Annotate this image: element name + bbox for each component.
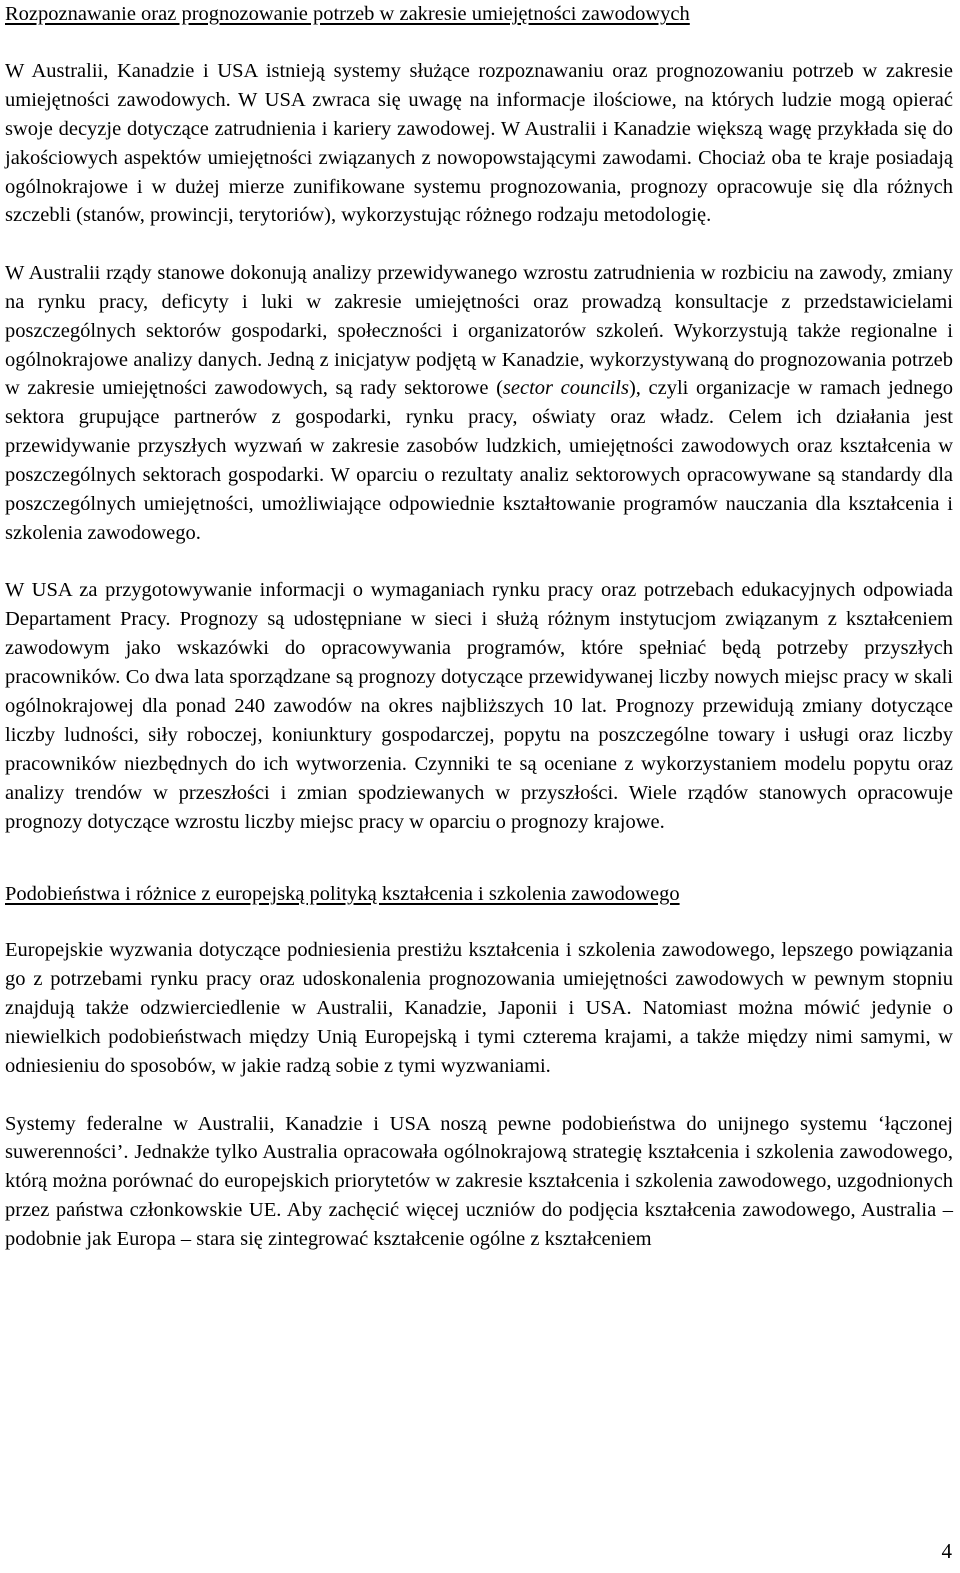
paragraph-text: W Australii, Kanadzie i USA istnieją systemy służące rozpoznawaniu oraz prognozowaniu potrzeb w zakresie umiejętności zawodowych. W USA zwraca się uwagę na informacje ilościowe, na których ludzie mogą opierać swoje decyzje dotyczące zatrudnienia i kariery zawodowej. W Australii i Kanadzie większą wagę przykłada się do jakościowych aspektów umiejętności związanych z nowopowstającymi zawodami. Chociaż oba te kraje posiadają ogólnokrajowe i w dużej mierze zunifikowane systemu prognozowania, prognozy opracowuje się dla różnych szczebli (stanów, prowincji, terytoriów), wykorzystując różnego rodzaju metodologię. xyxy=(5,59,953,227)
paragraph xyxy=(5,259,953,548)
paragraph xyxy=(5,576,953,836)
paragraph xyxy=(5,936,953,1081)
paragraph-text: Systemy federalne w Australii, Kanadzie i USA noszą pewne podobieństwa do unijnego systemu ‘łączonej suwerenności’. Jednakże tylko Australia opracowała ogólnokrajową strategię kształcenia i szkolenia zawodowego, którą można porównać do europejskich priorytetów w zakresie kształcenia i szkolenia zawodowego, uzgodnionych przez państwa członkowskie UE. Aby zachęcić więcej uczniów do podjęcia kształcenia zawodowego, Australia – podobnie jak Europa – stara się zintegrować kształcenie ogólne z kształceniem xyxy=(5,1112,953,1251)
section-heading-forecasting: Rozpoznawanie oraz prognozowanie potrzeb w zakresie umiejętności zawodowych xyxy=(5,3,690,25)
paragraph xyxy=(5,57,953,230)
paragraph-text: W USA za przygotowywanie informacji o wymaganiach rynku pracy oraz potrzebach edukacyjnych odpowiada Departament Pracy. Prognozy są udostępniane w sieci i służą różnym instytucjom związanym z kształceniem zawodowym jako wskazówki do opracowywania programów, które spełniać będą potrzeby przyszłych pracowników. Co dwa lata sporządzane są prognozy dotyczące przewidywanej liczby nowych miejsc pracy w skali ogólnokrajowej dla ponad 240 zawodów na okres najbliższych 10 lat. Prognozy przewidują zmiany dotyczące liczby ludności, siły roboczej, koniunktury gospodarczej, popytu na poszczególne towary i usługi oraz liczby pracowników niezbędnych do ich wytworzenia. Czynniki te są oceniane z wykorzystaniem modelu popytu oraz analizy trendów w przeszłości i zmian spodziewanych w przyszłości. Wiele rządów stanowych opracowuje prognozy dotyczące wzrostu liczby miejsc pracy w oparciu o prognozy krajowe. xyxy=(5,579,953,833)
section-similarities-body xyxy=(5,936,953,1254)
paragraph-italic-text: sector councils xyxy=(502,377,629,400)
page-number: 4 xyxy=(941,1539,952,1563)
paragraph-text: Europejskie wyzwania dotyczące podniesienia prestiżu kształcenia i szkolenia zawodowego, lepszego powiązania go z potrzebami rynku pracy oraz udoskonalenia prognozowania umiejętności zawodowych w pewnym stopniu znajdują także odzwierciedlenie w Australii, Kanadzie, Japonii i USA. Natomiast można mówić jedynie o niewielkich podobieństwach między Unią Europejską i tymi czterema krajami, a także między nimi samymi, w odniesieniu do sposobów, w jakie radzą sobie z tymi wyzwaniami. xyxy=(5,939,953,1078)
document-page xyxy=(5,0,953,1254)
paragraph-text: W Australii rządy stanowe dokonują analizy przewidywanego wzrostu zatrudnienia w rozbiciu na zawody, zmiany na rynku pracy, deficyty i luki w zakresie umiejętności oraz prowadzą konsultacje z przedstawicielami poszczególnych sektorów gospodarki, społeczności i organizatorów szkoleń. Wykorzystują także regionalne i ogólnokrajowe analizy danych. Jedną z inicjatyw podjętą w Kanadzie, wykorzystywaną do prognozowania potrzeb w zakresie umiejętności zawodowych, są rady sektorowe ( xyxy=(5,261,953,400)
paragraph xyxy=(5,1110,953,1255)
section-heading-similarities: Podobieństwa i różnice z europejską polityką kształcenia i szkolenia zawodowego xyxy=(5,882,680,905)
paragraph-text: ), czyli organizacje w ramach jednego sektora grupujące partnerów z gospodarki, rynku pracy, oświaty oraz władz. Celem ich działania jest przewidywanie przyszłych wyzwań w zakresie zasobów ludzkich, umiejętności zawodowych oraz kształcenia w poszczególnych sektorach gospodarki. W oparciu o rezultaty analiz sektorowych opracowywane są standardy dla poszczególnych umiejętności, umożliwiające odpowiednie kształtowanie programów nauczania dla kształcenia i szkolenia zawodowego. xyxy=(5,377,953,544)
section-forecasting-body xyxy=(5,57,953,837)
